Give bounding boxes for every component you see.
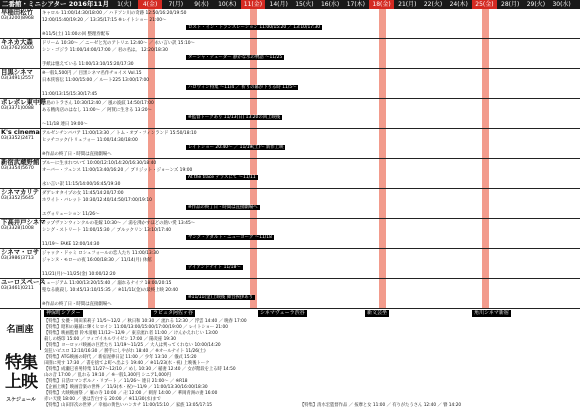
bottom-column-head: 角川シネマ新宿 — [474, 310, 509, 316]
schedule-line: 11/21(月)〜11/25(金) 10:00/12:20 — [42, 272, 116, 277]
special-screening-label: 特集上映 — [5, 353, 37, 392]
schedule-line: ※11/5(土) 11:00の回 整理券配布 — [42, 32, 110, 37]
theater-phone: 03(3352)2471 — [1, 136, 34, 141]
bottom-schedule-line: 山の音 17:00 ／ 乱れる 19:10 ／ ※一般1,300円 シニア1,000円 — [44, 373, 171, 378]
schedule-line: ※作品の終了日・時間は直接劇場へ — [42, 152, 112, 157]
theater-row — [0, 129, 580, 159]
date-cell: 18(金) — [369, 0, 394, 9]
date-cell: 25(金) — [472, 0, 497, 9]
theater-name: 早稲田松竹 — [1, 8, 33, 16]
sheet-title: 二番館・ミニシアター 2016年11月 — [2, 0, 109, 8]
theater-row — [0, 159, 580, 189]
theater-name: シネマ・ロサ — [1, 248, 40, 256]
theater-phone: 03(3328)1008 — [1, 226, 34, 231]
theater-row — [0, 69, 580, 99]
bottom-schedule-line: 【特集】昭和の銀幕に輝くヒロイン 11:00/13:00/15:00/17:00/19:00 ／ レイトショー 21:00 — [44, 325, 228, 330]
schedule-line: ジャンヌ・モローの夜 16:00/18:30 ／ 11/14(月) 休館 — [42, 258, 152, 263]
schedule-line: ある精肉店のはなし 11:00〜 ／ 阿賀に生きる 13:20〜 — [42, 108, 152, 113]
theater-row — [0, 189, 580, 219]
schedule-line: キャロル 11:00/14:30/18:00 ／ ハドソン川の奇跡 12:50/16:20/19:50 — [42, 11, 187, 16]
theater-name-cell — [0, 159, 41, 188]
date-cell: 10(木) — [218, 1, 237, 8]
schedule-line: レイトショー 20:40〜 ／ 11/19(土)〜 新作上映 — [188, 145, 284, 150]
bottom-column-head: シネマヴェーラ渋谷 — [260, 310, 305, 316]
theater-row — [0, 279, 580, 309]
date-cell: 7(月) — [168, 1, 184, 8]
date-cell: 4(金) — [138, 0, 163, 9]
bottom-schedule-line: 【特集】ヨーロッパ映画の巨匠たち 11/19〜11/25 ／ 大人は判ってくれない 10:00/14:20 — [44, 343, 221, 348]
schedule-line: ※一般1,500円 ／ 目黒シネマ名作チョイス Vol.15 — [42, 71, 142, 76]
theater-name: キネカ大森 — [1, 38, 33, 46]
schedule-line: オーバー・フェンス 11:00/13:40/16:20 ／ ブリジット・ジョーンズ 19:00 — [42, 168, 193, 173]
schedule-line: ロスト・イン・トランスレーション 11:00/15:20 ／ 13:10/17:30 — [188, 25, 321, 30]
theater-name: ユーロスペース — [1, 278, 46, 286]
theater-row — [0, 249, 580, 279]
theater-name: 新宿武蔵野館 — [1, 158, 40, 166]
schedule-line: ヤング・アダルト・ニューヨーク 〜11/18 — [188, 235, 272, 240]
date-cell: 16(水) — [320, 1, 340, 8]
schedule-line: ジャック・ドゥミ ロシュフォールの恋人たち 11:00/13:30 — [42, 251, 159, 256]
bottom-schedule-line: 【企画上映】映画音楽の世界 ／ 11/3(木・祝)〜11/9 ／ 11:00/13:30/16:00/18:30 — [44, 385, 208, 390]
theater-name: 目黒シネマ — [1, 68, 33, 76]
date-cell: 14(月) — [269, 1, 288, 8]
schedule-line: 日本侠客伝 11:00/15:00 ／ ルート225 13:00/17:00 — [42, 78, 150, 83]
bottom-column-head: 新文芸坐 — [367, 310, 388, 316]
schedule-line: ※作品の終了日・時間は直接劇場へ — [188, 205, 258, 210]
schedule-line: 手紙は憶えている 11:00/13:10/15:20/17:30 — [42, 62, 134, 67]
theater-phone: 03(3352)5645 — [1, 196, 34, 201]
schedule-line: ハロウィン特集 〜11/4 ／ 祈りの幕が下りる時 11/5〜 — [188, 85, 297, 90]
theater-phone: 03(3762)6000 — [1, 46, 34, 51]
theater-name: シネマカリテ — [1, 188, 40, 196]
schedule-line: 11:00/13:15/15:30/17:45 — [42, 92, 98, 97]
theater-name-cell — [0, 39, 41, 68]
schedule-line: ダゲレオタイプの女 11:45/14:20/17:00 — [42, 191, 124, 196]
theater-name-cell — [0, 98, 46, 128]
schedule-line: ホワイト・バレット 10:30/12:40/14:50/17:00/19:10 — [42, 198, 152, 203]
theater-phone: 03(3461)0211 — [1, 286, 34, 291]
bottom-schedule-line: 気狂いピエロ 12:10/16:30 ／ 勝手にしやがれ 18:40 ／ ※オールナイト 11/26(土) — [44, 349, 206, 354]
date-cell: 15(火) — [295, 1, 314, 8]
theater-name: ポレポレ東中野 — [1, 98, 46, 106]
bottom-schedule-line: 【特集】日活ロマンポルノ・リブート ／ 11/26〜 連日 21:00〜 ／ ※R18 — [44, 379, 188, 384]
theater-row — [0, 219, 580, 249]
bottom-column-head: 神保町シアター — [46, 310, 81, 316]
bottom-schedule-line: 【特集】女優・岡田茉莉子 11/5〜12/2 ／ 秋日和 10:30 ／ 流れる 12:30 ／ 浮雲 14:40 ／ 晩春 17:00 — [44, 319, 247, 324]
theater-phone: 03(3200)8968 — [1, 16, 34, 21]
date-cell: 29(火) — [526, 1, 546, 8]
theater-name-cell — [0, 9, 41, 38]
header-bar — [0, 0, 580, 9]
date-cell: 22(火) — [423, 1, 443, 8]
bottom-schedule-line: 【特集】映画監督 鈴木清順 11/12〜12/9 ／ 東京流れ者 11:00 ／ けんかえれじい 13:00 — [44, 331, 218, 336]
theater-name-cell — [0, 129, 41, 158]
bottom-schedule-line: 田園に死す 17:30 ／ 書を捨てよ町へ出よう 19:40 ／ ※11/23(水・祝) 上映後トーク — [44, 361, 210, 366]
theater-row — [0, 9, 580, 39]
meigaza-label: 名画座 — [0, 310, 41, 350]
theater-phone: 03(3371)0088 — [1, 106, 34, 111]
date-cell: 28(月) — [501, 1, 520, 8]
schedule-line: At the trace テラスにて 〜11/11 — [188, 175, 256, 180]
bottom-schedule-line: 【特集】清水宏監督作品 ／ 按摩と女 11:00 ／ 有りがたうさん 12:40 ／ 簪 14:20 — [300, 403, 462, 408]
schedule-line: デイアンドナイト 11/18〜 — [188, 265, 241, 270]
schedule-line: エヴォリューション 11/26〜 — [42, 212, 100, 217]
schedule-line: ※監督トークあり 11/13(日) 13:20の回上映後 — [188, 115, 281, 120]
theater-phone: 03(3986)3713 — [1, 256, 34, 261]
bottom-schedule-line: 殺しの烙印 15:00 ／ ツィゴイネルワイゼン 17:00 ／ 陽炎座 19:30 — [44, 337, 176, 342]
bottom-column-head: ラピュタ阿佐ヶ谷 — [153, 310, 194, 316]
bottom-schedule-line: 【特集】大映映画祭 ／ 雁の寺 10:00 ／ 卍 12:00 ／ 刺青 14:00 ／ 華岡青洲の妻 16:00 — [44, 391, 218, 396]
theater-phone: 03(3354)5670 — [1, 166, 34, 171]
schedule-line: シン・ゴジラ 11:00/14:00/17:00 ／ 君の名は。 12:20/18:30 — [42, 48, 168, 53]
schedule-line: 〜11/18 連日 19:00〜 — [42, 122, 88, 127]
schedule-line: 12:00/15:40/19:20 ／ 13:35/17:15 ※レイトショー 21:00〜 — [42, 18, 167, 23]
theater-phone: 03(3491)2557 — [1, 76, 34, 81]
bottom-schedule-line: 【特集】成瀬巳喜男特集 11/27〜12/10 ／ めし 10:30 ／ 稲妻 12:40 ／ 女が階段を上る時 14:50 — [44, 367, 236, 372]
theater-row — [0, 99, 580, 129]
schedule-line: ※11/11(金)上映後 舞台挨拶あり — [188, 295, 254, 300]
theater-name: 下高井戸シネマ — [1, 218, 46, 226]
theater-row — [0, 39, 580, 69]
theater-name-cell — [0, 69, 41, 98]
schedule-line: 永い言い訳 11:15/14:00/16:45/19:30 — [42, 182, 121, 187]
date-cell: 21(月) — [398, 1, 417, 8]
schedule-line: アルゼンチンババア 11:00/13:30 ／ トム・オブ・フィンランド 15:50/18:10 — [42, 131, 197, 136]
theater-name-cell — [0, 278, 46, 308]
bottom-schedule-line: 【特集】ATG映画の時代 ／ 新宿泥棒日記 11:00 ／ 少年 13:10 ／ 儀式 15:20 — [44, 355, 197, 360]
schedule-line: リップヴァンウィンクルの花嫁 10:30〜 ／ 湯を沸かすほどの熱い愛 13:45〜 — [42, 221, 196, 226]
date-cell: 17(木) — [346, 1, 366, 8]
schedule-line: ブルーに生まれついて 10:00/12:10/14:20/16:30/18:40 — [42, 161, 157, 166]
bottom-schedule-line: 【特集】山田洋次の世界 ／ 幸福の黄色いハンカチ 11:00/15:10 ／ 家族 13:05/17:15 — [44, 403, 213, 408]
schedule-line: 聖なる鹿殺し 10:45/13:10/15:35 ／ ※11/11(金)の最終上映 20:40 — [42, 288, 178, 293]
schedule-line: 11/19〜 FAKE 12:00/14:30 — [42, 242, 100, 247]
theater-name-cell — [0, 249, 41, 278]
schedule-line: ドリーム 10:30〜 ／ ニーゼと光のアトリエ 12:40〜 ／ 永い言い訳 15:10〜 — [42, 41, 195, 46]
date-cell: 24(木) — [449, 1, 468, 8]
schedule-line: ヒッチコック/トリュフォー 11:00/14:30/18:00 — [42, 138, 138, 143]
schedule-line: ミュージアム 11:00/13:20/15:40 ／ 溺れるナイフ 18:00/20:15 — [42, 281, 172, 286]
theater-name-cell — [0, 189, 41, 218]
date-cell: 11(金) — [241, 0, 266, 9]
schedule-line: ※作品の終了日・時間は直接劇場へ — [42, 302, 112, 307]
theater-name-cell — [0, 218, 46, 248]
special-screening-section — [0, 310, 580, 410]
schedule-line: 五島のトラさん 10:30/12:40 ／ 風の波紋 14:50/17:00 — [42, 101, 154, 106]
bottom-schedule-line: 赤い天使 18:00 ／ 妻は告白する 20:00 ／ ※11/30(水)まで — [44, 397, 161, 402]
schedule-line: シング・ストリート 11:00/15:30 ／ ブルックリン 13:10/17:40 — [42, 228, 172, 233]
date-cell: 30(水) — [552, 1, 571, 8]
date-cell: 9(水) — [194, 1, 209, 8]
schedule-sublabel: スケジュール — [6, 397, 36, 403]
theater-name: K's cinema — [1, 128, 40, 136]
schedule-line: ターシャ・テューダー 静かな水の物語 〜11/25 — [188, 55, 283, 60]
date-cell: 1(火) — [117, 1, 132, 8]
